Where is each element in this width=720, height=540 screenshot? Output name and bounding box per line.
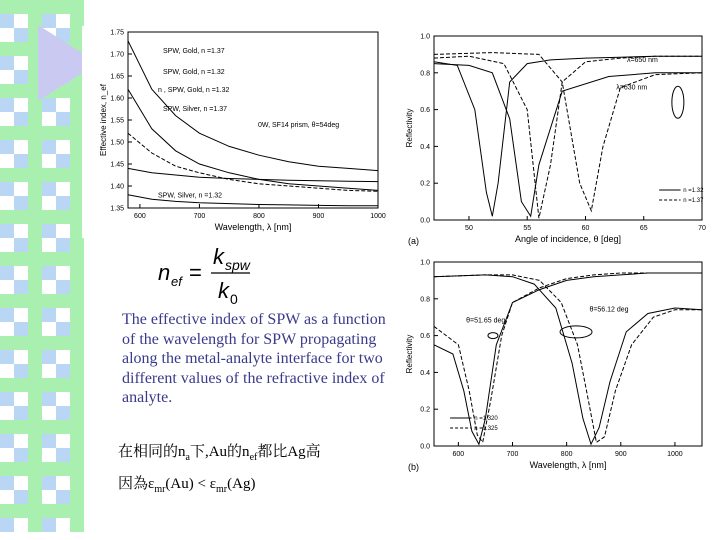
background-tile [14, 518, 28, 532]
background-tile [42, 392, 56, 406]
background-tile [0, 420, 14, 434]
reflectivity-angle-chart-panel [400, 28, 712, 252]
x-axis-label: Wavelength, λ [nm] [214, 222, 292, 232]
background-tile [42, 490, 56, 504]
background-tile [70, 252, 84, 266]
background-tile [56, 476, 70, 490]
background-tile [70, 322, 84, 336]
background-tile [14, 378, 28, 392]
background-tile [70, 462, 84, 476]
background-tile [28, 210, 42, 224]
formula-equals: = [189, 260, 202, 285]
background-tile [14, 56, 28, 70]
background-tile [28, 490, 42, 504]
background-tile [42, 112, 56, 126]
background-tile [0, 476, 14, 490]
background-tile [0, 98, 14, 112]
background-tile [0, 518, 14, 532]
background-tile [14, 112, 28, 126]
y-axis-label: Effective index, n_ef [99, 84, 108, 156]
formula-lhs-sub: ef [171, 274, 182, 289]
background-tile [70, 392, 84, 406]
plot-frame [128, 32, 378, 208]
background-tile [56, 294, 70, 308]
x-tick-label: 900 [312, 213, 325, 220]
background-tile [56, 518, 70, 532]
background-tile [14, 14, 28, 28]
background-tile [42, 350, 56, 364]
x-tick-label: 1000 [667, 451, 683, 458]
background-tile [70, 280, 84, 294]
background-tile [0, 168, 14, 182]
background-tile [42, 126, 56, 140]
series-line [434, 56, 702, 216]
y-tick-label: 1.0 [420, 259, 430, 267]
highlight-ellipse [672, 86, 684, 118]
background-tile [14, 182, 28, 196]
background-tile [14, 280, 28, 294]
background-tile [56, 392, 70, 406]
background-tile [0, 84, 14, 98]
background-tile [56, 350, 70, 364]
background-tile [70, 420, 84, 434]
x-tick-label: 800 [253, 213, 265, 220]
background-tile [0, 406, 14, 420]
effective-index-chart-panel [82, 26, 392, 238]
background-tile [14, 448, 28, 462]
background-tile [0, 14, 14, 28]
curve-annotation: SPW, Silver, n =1.32 [158, 192, 223, 200]
background-tile [0, 140, 14, 154]
background-tile [28, 238, 42, 252]
background-tile [28, 322, 42, 336]
background-tile [70, 336, 84, 350]
background-tile [14, 196, 28, 210]
background-tile [70, 434, 84, 448]
y-tick-label: 1.55 [110, 117, 124, 125]
background-tile [14, 98, 28, 112]
background-tile [56, 504, 70, 518]
x-tick-label: 60 [581, 225, 590, 232]
background-tile [28, 266, 42, 280]
background-tile [14, 392, 28, 406]
background-tile [0, 252, 14, 266]
background-tile [28, 350, 42, 364]
background-tile [0, 266, 14, 280]
background-tile [28, 434, 42, 448]
background-tile [0, 392, 14, 406]
background-tile [28, 518, 42, 532]
x-tick-label: 700 [193, 213, 206, 220]
background-tile [56, 336, 70, 350]
background-tile [28, 462, 42, 476]
background-tile [0, 378, 14, 392]
note-line-1: 在相同的$n_a$下,Au的$n_{ef}$都比Ag高 [118, 444, 321, 463]
background-tile [14, 504, 28, 518]
background-tile [0, 350, 14, 364]
background-tile [70, 518, 84, 532]
background-tile [56, 252, 70, 266]
background-tile [42, 336, 56, 350]
background-tile [28, 280, 42, 294]
y-tick-label: 1.60 [110, 95, 124, 103]
background-tile [42, 182, 56, 196]
background-tile [42, 434, 56, 448]
background-tile [0, 462, 14, 476]
background-tile [28, 168, 42, 182]
formula-denominator-sub: 0 [230, 291, 238, 306]
background-tile [14, 294, 28, 308]
background-tile [70, 490, 84, 504]
curve-annotation: 0W, SF14 prism, θ=54deg [258, 122, 340, 130]
background-tile [70, 448, 84, 462]
x-tick-label: 50 [465, 225, 473, 232]
highlight-ellipse [560, 326, 592, 338]
series-line [128, 168, 378, 181]
background-tile [28, 140, 42, 154]
background-tile [28, 154, 42, 168]
formula-denominator: k [218, 278, 229, 303]
curve-annotation: λ=630 nm [616, 84, 648, 92]
figure-caption: The effective index of SPW as a function of the wavelength for SPW propagating along the metal-analyte interface for two different values of the refractive index of analyte. [122, 311, 386, 406]
background-tile [56, 196, 70, 210]
background-tile [56, 406, 70, 420]
background-tile [14, 462, 28, 476]
background-tile [42, 420, 56, 434]
x-tick-label: 700 [506, 451, 519, 458]
y-tick-label: 0.8 [420, 296, 430, 304]
y-axis-label: Reflectivity [405, 108, 414, 148]
background-tile [0, 364, 14, 378]
highlight-ellipse [488, 333, 498, 339]
background-tile [42, 294, 56, 308]
background-tile [14, 476, 28, 490]
background-tile [14, 28, 28, 42]
background-tile [28, 0, 42, 14]
background-tile [70, 350, 84, 364]
background-tile [14, 336, 28, 350]
formula [158, 242, 278, 306]
background-tile [14, 252, 28, 266]
background-tile [0, 196, 14, 210]
background-tile [14, 168, 28, 182]
background-tile [0, 336, 14, 350]
background-tile [56, 210, 70, 224]
x-axis-label: Angle of incidence, θ [deg] [514, 234, 622, 244]
background-tile [14, 308, 28, 322]
y-tick-label: 1.65 [110, 73, 124, 81]
background-tile [28, 378, 42, 392]
curve-annotation: θ=51.65 deg [466, 317, 506, 325]
background-tile [0, 182, 14, 196]
background-tile [70, 308, 84, 322]
x-tick-label: 1000 [370, 213, 386, 220]
curve-annotation: SPW, Silver, n =1.37 [163, 106, 228, 114]
x-tick-label: 65 [639, 225, 648, 232]
y-tick-label: 0.0 [420, 443, 430, 451]
background-tile [28, 182, 42, 196]
reflectivity-wavelength-chart-panel [400, 254, 712, 476]
curve-annotation: n , SPW, Gold, n =1.32 [158, 86, 230, 94]
background-tile [56, 448, 70, 462]
background-tile [0, 112, 14, 126]
background-tile [42, 168, 56, 182]
background-tile [14, 266, 28, 280]
background-tile [28, 406, 42, 420]
y-tick-label: 0.2 [420, 406, 430, 414]
effective-index-chart [82, 26, 392, 238]
background-tile [42, 308, 56, 322]
background-tile [70, 476, 84, 490]
x-tick-label: 70 [698, 225, 706, 232]
background-tile [56, 154, 70, 168]
series-line [434, 64, 702, 217]
background-tile [28, 420, 42, 434]
background-tile [28, 364, 42, 378]
background-tile [28, 224, 42, 238]
background-tile [56, 182, 70, 196]
background-tile [28, 126, 42, 140]
y-tick-label: 0.0 [420, 217, 430, 225]
background-tile [42, 448, 56, 462]
background-tile [14, 434, 28, 448]
x-tick-label: 600 [134, 213, 146, 220]
background-tile [0, 42, 14, 56]
background-tile [0, 154, 14, 168]
background-tile [28, 336, 42, 350]
background-tile [0, 56, 14, 70]
y-tick-label: 1.70 [110, 51, 124, 59]
x-tick-label: 800 [560, 451, 573, 458]
y-tick-label: 1.45 [110, 161, 124, 169]
background-tile [42, 196, 56, 210]
background-tile [14, 420, 28, 434]
background-tile [56, 322, 70, 336]
background-tile [56, 462, 70, 476]
background-tile [56, 140, 70, 154]
background-tile [14, 70, 28, 84]
curve-annotation: λ=650 nm [626, 56, 658, 64]
background-tile [28, 476, 42, 490]
background-tile [28, 504, 42, 518]
background-tile [28, 112, 42, 126]
background-tile [14, 140, 28, 154]
background-tile [42, 154, 56, 168]
background-tile [70, 0, 84, 14]
y-tick-label: 0.8 [420, 70, 430, 78]
y-tick-label: 1.75 [110, 29, 124, 37]
legend-label: n =1.37 [683, 198, 704, 204]
background-tile [56, 266, 70, 280]
background-tile [42, 322, 56, 336]
background-tile [42, 364, 56, 378]
background-tile [0, 0, 14, 14]
reflectivity-angle-chart [400, 28, 712, 252]
legend-label: n =1.320 [474, 416, 498, 422]
background-tile [0, 448, 14, 462]
background-tile [0, 504, 14, 518]
background-tile [42, 504, 56, 518]
background-tile [14, 0, 28, 14]
series-line [434, 56, 702, 218]
background-tile [56, 126, 70, 140]
background-tile [70, 378, 84, 392]
background-tile [14, 322, 28, 336]
background-tile [14, 84, 28, 98]
formula-lhs: n [158, 260, 171, 285]
background-tile [42, 476, 56, 490]
background-tile [56, 434, 70, 448]
reflectivity-wavelength-chart [400, 254, 712, 476]
background-tile [14, 350, 28, 364]
background-tile [56, 238, 70, 252]
background-tile [0, 490, 14, 504]
background-tile [42, 280, 56, 294]
background-tile [0, 70, 14, 84]
background-tile [0, 280, 14, 294]
y-tick-label: 0.4 [420, 369, 430, 377]
curve-annotation: θ=56.12 deg [589, 306, 629, 314]
background-tile [56, 280, 70, 294]
formula-numerator-sub: spw [225, 257, 250, 273]
curve-annotation: SPW, Gold, n =1.37 [163, 48, 225, 56]
y-tick-label: 0.4 [420, 143, 430, 151]
background-tile [56, 490, 70, 504]
background-tile [14, 42, 28, 56]
legend-label: n =1.325 [474, 426, 498, 432]
background-tile [14, 490, 28, 504]
panel-label: (a) [408, 236, 419, 246]
background-tile [28, 196, 42, 210]
background-tile [28, 252, 42, 266]
y-tick-label: 1.35 [110, 205, 124, 213]
background-tile [0, 224, 14, 238]
background-tile [42, 0, 56, 14]
background-tile [42, 140, 56, 154]
formula-numerator: k [213, 244, 224, 269]
background-tile [56, 168, 70, 182]
background-tile [56, 364, 70, 378]
y-tick-label: 0.6 [420, 107, 430, 115]
y-tick-label: 1.40 [110, 183, 124, 191]
background-tile [70, 294, 84, 308]
background-tile [0, 434, 14, 448]
background-tile [0, 28, 14, 42]
background-tile [28, 392, 42, 406]
background-tile [70, 364, 84, 378]
background-tile [56, 378, 70, 392]
background-tile [42, 210, 56, 224]
background-tile [42, 266, 56, 280]
background-tile [70, 266, 84, 280]
background-tile [70, 406, 84, 420]
y-tick-label: 1.0 [420, 33, 430, 41]
background-tile [0, 308, 14, 322]
background-tile [42, 518, 56, 532]
background-tile [56, 308, 70, 322]
background-tile [42, 462, 56, 476]
background-tile [14, 406, 28, 420]
background-tile [0, 210, 14, 224]
x-axis-label: Wavelength, λ [nm] [529, 460, 607, 470]
background-tile [28, 308, 42, 322]
background-tile [42, 252, 56, 266]
x-tick-label: 900 [614, 451, 627, 458]
background-tile [0, 126, 14, 140]
note-line-2: 因為$\varepsilon_{mr}(Au) < \varepsilon_{mr}(Ag)$ [118, 476, 256, 495]
curve-annotation: SPW, Gold, n =1.32 [163, 69, 225, 77]
background-tile [70, 238, 84, 252]
x-tick-label: 55 [523, 225, 532, 232]
background-tile [14, 224, 28, 238]
background-tile [14, 238, 28, 252]
background-tile [42, 378, 56, 392]
background-tile [28, 294, 42, 308]
plot-frame [434, 36, 702, 220]
background-tile [56, 0, 70, 14]
background-tile [42, 224, 56, 238]
background-tile [56, 112, 70, 126]
background-tile [42, 238, 56, 252]
y-tick-label: 0.2 [420, 180, 430, 188]
panel-label: (b) [408, 462, 419, 472]
background-tile [14, 126, 28, 140]
background-tile [70, 504, 84, 518]
y-tick-label: 1.50 [110, 139, 124, 147]
background-tile [14, 210, 28, 224]
x-tick-label: 600 [452, 451, 465, 458]
background-tile [56, 420, 70, 434]
y-axis-label: Reflectivity [405, 334, 414, 374]
background-tile [14, 364, 28, 378]
background-tile [42, 406, 56, 420]
background-tile [56, 224, 70, 238]
background-tile [0, 294, 14, 308]
series-line [434, 53, 702, 211]
background-tile [28, 448, 42, 462]
legend-label: n =1.32 [683, 188, 704, 194]
background-tile [14, 154, 28, 168]
background-tile [0, 238, 14, 252]
background-tile [0, 322, 14, 336]
y-tick-label: 0.6 [420, 333, 430, 341]
